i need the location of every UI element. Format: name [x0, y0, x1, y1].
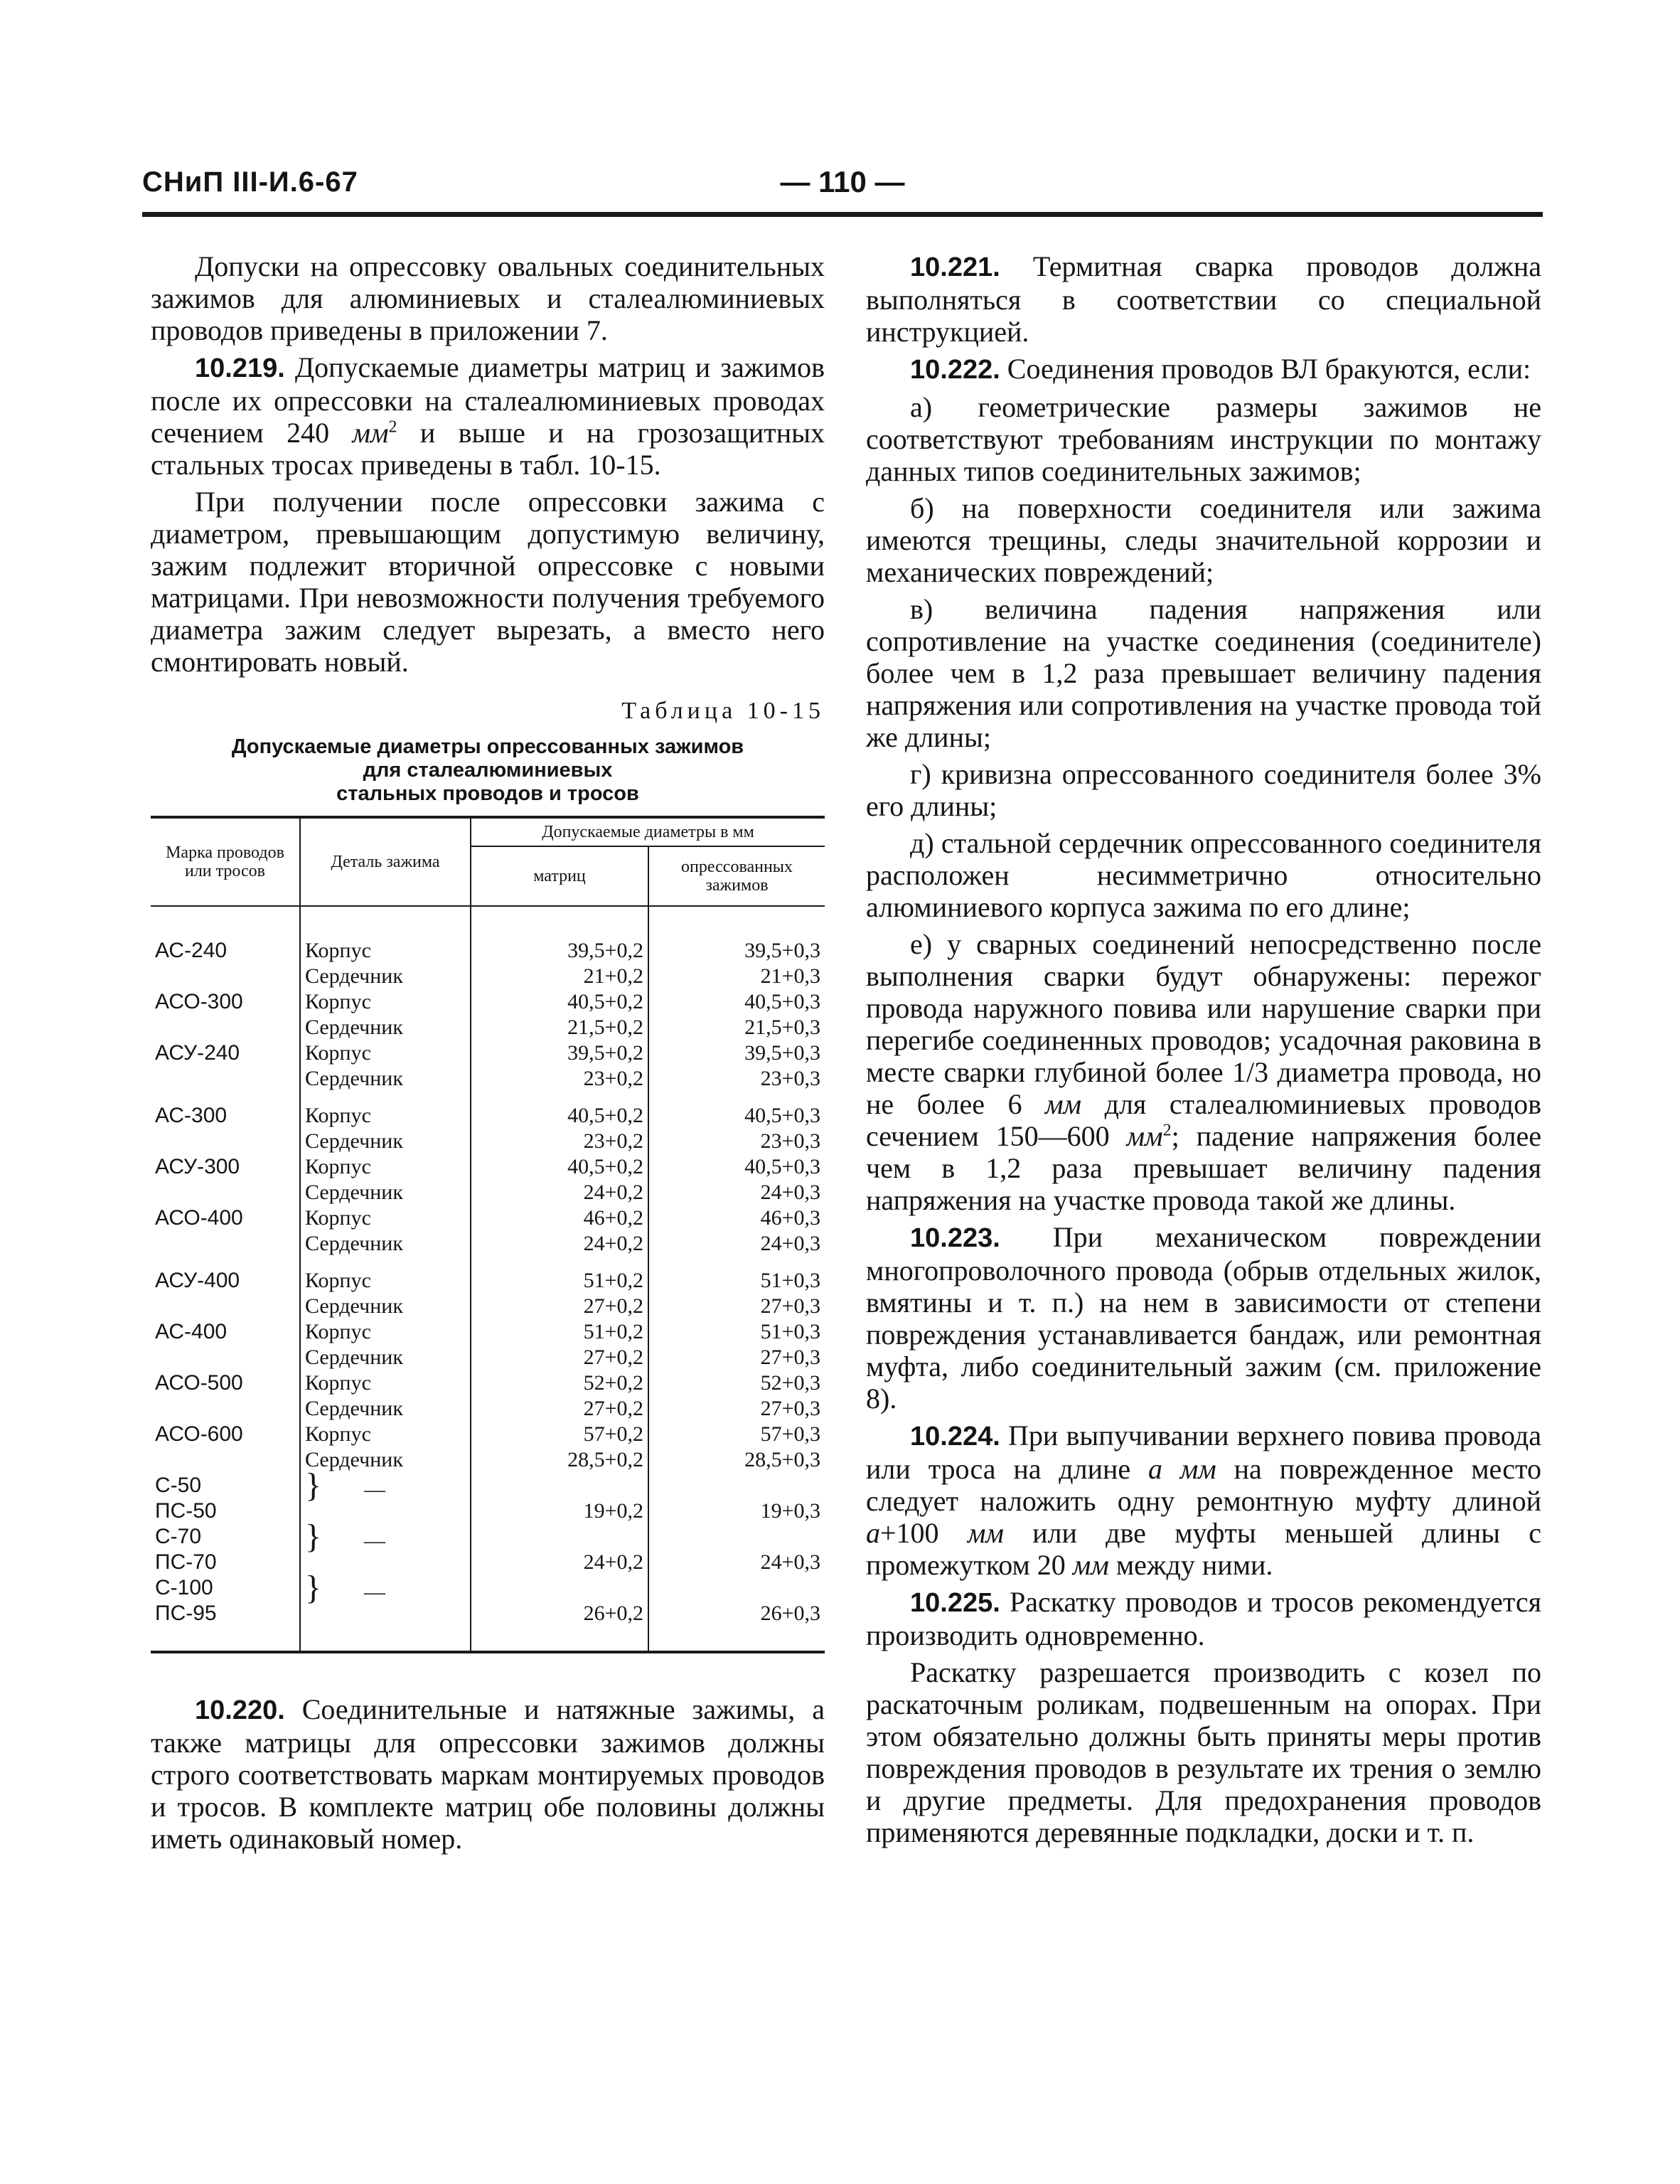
header-brand: Марка проводов или тросов [151, 817, 300, 906]
cell-part: Корпус [300, 1319, 471, 1345]
paragraph-10-225: 10.225. Раскатку проводов и тросов рекомендуется производить одновременно. [866, 1586, 1541, 1651]
cell-brand [151, 1231, 300, 1257]
cell-part: Корпус [300, 1092, 471, 1129]
table-row [151, 1396, 825, 1422]
table-label: Таблица 10-15 [621, 698, 825, 724]
cell-pressed-diameter: 27+0,3 [760, 1346, 820, 1369]
paragraph-10-222: 10.222. Соединения проводов ВЛ бракуются, если: [910, 353, 1531, 385]
cell-brand [151, 1015, 300, 1040]
cell-matrix-diameter: 23+0,2 [471, 1129, 648, 1154]
paragraph-10-220: 10.220. Соединительные и натяжные зажимы, а также матрицы для опрессовки зажимов должны строго соответствовать маркам монтируемых проводов и тросов. В комплекте матриц обе половины должны иметь одинаковый номер. [151, 1693, 825, 1855]
cell-brand [151, 1447, 300, 1473]
header-pressed: опрессованных зажимов [648, 846, 825, 906]
paragraph-10-221: 10.221. Термитная сварка проводов должна выполняться в соответствии со специальной инструкцией. [866, 250, 1541, 348]
cell-pressed-diameter: 40,5+0,3 [744, 990, 820, 1013]
header-matrix: матриц [471, 846, 648, 906]
paragraph-tolerances: Допуски на опрессовку овальных соединительных зажимов для алюминиевых и сталеалюминиевых проводов приведены в приложении 7. [151, 250, 825, 346]
cell-pressed-diameter: 21,5+0,3 [744, 1016, 820, 1039]
document-code: СНиП III-И.6-67 [142, 166, 358, 198]
table-row-steel [151, 1524, 825, 1575]
cell-pressed-diameter: 27+0,3 [760, 1397, 820, 1420]
cell-matrix-diameter: 57+0,2 [471, 1422, 648, 1447]
cell-brand [151, 1294, 300, 1319]
cell-matrix-diameter: 27+0,2 [471, 1294, 648, 1319]
table-row [151, 1180, 825, 1205]
table-row [151, 1205, 825, 1231]
cell-brand: АС-240 [151, 906, 300, 964]
cell-matrix-diameter: 51+0,2 [471, 1257, 648, 1294]
table-row [151, 1154, 825, 1180]
cell-brand: АС-300 [151, 1092, 300, 1129]
cell-part: Сердечник [300, 1345, 471, 1370]
cell-matrix-diameter: 46+0,2 [471, 1205, 648, 1231]
clause-number: 10.223. [910, 1223, 1000, 1253]
table-row [151, 964, 825, 989]
right-column [866, 250, 1541, 1853]
cell-brand: АСО-600 [151, 1422, 300, 1447]
paragraph-10-224: 10.224. При выпучивании верхнего повива провода или троса на длине а мм на поврежденное место следует наложить одну ремонтную муфту длиной а+100 мм или две муфты меньшей длины с промежутком 20 мм между ними. [866, 1419, 1541, 1581]
paragraph-rolling-out: Раскатку разрешается производить с козел по раскаточным роликам, подвешенным на опорах. При этом обязательно должны быть приняты меры против повреждения проводов в результате их трения о землю и другие предметы. Для предохранения проводов применяются деревянные подкладки, доски и т. п. [866, 1656, 1541, 1848]
cell-matrix-diameter: 51+0,2 [471, 1319, 648, 1345]
page-number: — 110 — [780, 165, 905, 198]
cell-pressed-diameter: 46+0,3 [760, 1206, 820, 1230]
table-title: Допускаемые диаметры опрессованных зажимов для сталеалюминиевых стальных проводов и тросов [231, 735, 744, 805]
cell-pressed-diameter: 23+0,3 [760, 1067, 820, 1090]
cell-part: Корпус [300, 1370, 471, 1396]
cell-brand [151, 1180, 300, 1205]
paragraph-repressing: При получении после опрессовки зажима с диаметром, превышающим допустимую величину, зажим подлежит вторичной опрессовке с новыми матрицами. При невозможности получения требуемого диаметра зажим следует вырезать, а вместо него смонтировать новый. [151, 486, 825, 678]
cell-part: Корпус [300, 906, 471, 964]
cell-part: Сердечник [300, 1015, 471, 1040]
page-header [142, 162, 1543, 217]
table-row-steel [151, 1575, 825, 1652]
table-row [151, 1040, 825, 1066]
cell-part: Сердечник [300, 964, 471, 989]
cell-matrix-diameter: 39,5+0,2 [471, 1040, 648, 1066]
cell-matrix-diameter: 52+0,2 [471, 1370, 648, 1396]
table-row [151, 906, 825, 964]
cell-pressed-diameter: 24+0,3 [760, 1181, 820, 1204]
header-part: Деталь зажима [300, 817, 471, 906]
cell-pressed-diameter: 39,5+0,3 [744, 1041, 820, 1065]
cell-brand: С-100 ПС-95 [151, 1575, 300, 1652]
cell-matrix-diameter: 40,5+0,2 [471, 989, 648, 1015]
left-column [151, 250, 825, 1860]
cell-matrix-diameter: 40,5+0,2 [471, 1092, 648, 1129]
cell-matrix-diameter: 27+0,2 [471, 1345, 648, 1370]
paragraph-10-219: 10.219. Допускаемые диаметры матриц и зажимов после их опрессовки на сталеалюминиевых проводах сечением 240 $мм^2$ и выше и на грозозащитных стальных тросах приведены в табл. 10-15. [151, 351, 825, 481]
brace-icon: } [305, 1466, 322, 1504]
cell-pressed-diameter: 28,5+0,3 [744, 1448, 820, 1471]
cell-pressed-diameter: 51+0,3 [760, 1320, 820, 1343]
cell-matrix-diameter: 24+0,2 [471, 1180, 648, 1205]
list-item-d: г) кривизна опрессованного соединителя более 3% его длины; [866, 758, 1541, 822]
cell-pressed-diameter: 23+0,3 [760, 1129, 820, 1153]
cell-pressed-diameter: 51+0,3 [760, 1269, 820, 1292]
cell-part: Корпус [300, 1154, 471, 1180]
table-body [151, 906, 825, 1652]
cell-brand [151, 964, 300, 989]
cell-part: Корпус [300, 1040, 471, 1066]
table-row [151, 1129, 825, 1154]
cell-pressed-diameter: 39,5+0,3 [744, 939, 820, 962]
table-row [151, 1345, 825, 1370]
cell-matrix-diameter: 39,5+0,2 [471, 906, 648, 964]
cell-brand: С-70 ПС-70 [151, 1524, 300, 1575]
clause-number: 10.219. [195, 353, 285, 383]
clause-number: 10.224. [910, 1422, 1000, 1451]
cell-pressed-diameter: 19+0,3 [760, 1499, 820, 1523]
list-item-b: б) на поверхности соединителя или зажима имеются трещины, следы значительной коррозии и механических повреждений; [866, 492, 1541, 588]
cell-pressed-diameter: 21+0,3 [760, 964, 820, 988]
table-row [151, 1447, 825, 1473]
table-row [151, 1231, 825, 1257]
list-item-f: е) у сварных соединений непосредственно после выполнения сварки будут обнаружены: пережог провода наружного повива или нарушение сварки при перегибе соединенных проводов; усадочная раковина в месте сварки глубиной более 1/3 диаметра провода, но не более 6 мм для сталеалюминиевых проводов сечением 150—600 $мм^2$; падение напряжения более чем в 1,2 раза превышает величину падения напряжения на участке провода такой же длины. [866, 928, 1542, 1216]
cell-matrix-diameter: 24+0,2 [471, 1231, 648, 1257]
list-item-c: в) величина падения напряжения или сопротивление на участке соединения (соединителе) более чем в 1,2 раза превышает величину падения напряжения или сопротивления на участке провода той же длины; [866, 593, 1541, 753]
table-row [151, 1066, 825, 1092]
cell-part: } — [300, 1524, 471, 1575]
table-row [151, 1015, 825, 1040]
cell-brand: АСУ-400 [151, 1257, 300, 1294]
cell-part: Сердечник [300, 1129, 471, 1154]
cell-pressed-diameter: 26+0,3 [760, 1602, 820, 1625]
cell-matrix-diameter: 19+0,2 [471, 1473, 648, 1524]
cell-part: } — [300, 1575, 471, 1652]
cell-pressed-diameter: 24+0,3 [760, 1550, 820, 1574]
cell-brand: АС-400 [151, 1319, 300, 1345]
cell-brand: АСУ-300 [151, 1154, 300, 1180]
cell-part: } — [300, 1473, 471, 1524]
diameters-table [151, 816, 825, 1653]
cell-brand: АСО-400 [151, 1205, 300, 1231]
cell-matrix-diameter: 21,5+0,2 [471, 1015, 648, 1040]
clause-number: 10.221. [910, 252, 1000, 282]
cell-pressed-diameter: 52+0,3 [760, 1371, 820, 1395]
cell-brand [151, 1345, 300, 1370]
table-row [151, 1092, 825, 1129]
table-row-steel [151, 1473, 825, 1524]
cell-part: Сердечник [300, 1231, 471, 1257]
cell-matrix-diameter: 26+0,2 [471, 1575, 648, 1652]
cell-matrix-diameter: 27+0,2 [471, 1396, 648, 1422]
cell-part: Сердечник [300, 1180, 471, 1205]
brace-icon: } [305, 1569, 322, 1607]
cell-brand [151, 1396, 300, 1422]
table-row [151, 1257, 825, 1294]
list-item-e: д) стальной сердечник опрессованного соединителя расположен несимметрично относительно алюминиевого корпуса зажима по его длине; [866, 827, 1541, 923]
table-row [151, 989, 825, 1015]
list-item-a: а) геометрические размеры зажимов не соответствуют требованиям инструкции по монтажу данных типов соединительных зажимов; [866, 391, 1541, 487]
clause-number: 10.222. [910, 355, 1000, 385]
paragraph-10-223: 10.223. При механическом повреждении многопроволочного провода (обрыв отдельных жилок, вмятины и т. п.) на нем в зависимости от степени повреждения устанавливается бандаж, или ремонтная муфта, либо соединительный зажим (см. приложение 8). [866, 1221, 1541, 1415]
cell-part: Корпус [300, 1422, 471, 1447]
cell-matrix-diameter: 23+0,2 [471, 1066, 648, 1092]
cell-matrix-diameter: 24+0,2 [471, 1524, 648, 1575]
cell-matrix-diameter: 28,5+0,2 [471, 1447, 648, 1473]
cell-pressed-diameter: 40,5+0,3 [744, 1155, 820, 1178]
cell-part: Корпус [300, 1205, 471, 1231]
clause-number: 10.220. [195, 1695, 285, 1725]
cell-part: Сердечник [300, 1447, 471, 1473]
cell-part: Корпус [300, 989, 471, 1015]
cell-brand: АСО-500 [151, 1370, 300, 1396]
brace-icon: } [305, 1518, 322, 1555]
cell-matrix-diameter: 21+0,2 [471, 964, 648, 989]
cell-pressed-diameter: 24+0,3 [760, 1232, 820, 1255]
table-row [151, 1319, 825, 1345]
header-allowed-diameters: Допускаемые диаметры в мм [471, 817, 825, 846]
cell-part: Сердечник [300, 1396, 471, 1422]
cell-brand: С-50 ПС-50 [151, 1473, 300, 1524]
cell-pressed-diameter: 40,5+0,3 [744, 1104, 820, 1127]
table-row [151, 1370, 825, 1396]
table-row [151, 1422, 825, 1447]
cell-matrix-diameter: 40,5+0,2 [471, 1154, 648, 1180]
cell-pressed-diameter: 27+0,3 [760, 1294, 820, 1318]
clause-number: 10.225. [910, 1588, 1000, 1618]
cell-brand: АСУ-240 [151, 1040, 300, 1066]
cell-brand [151, 1066, 300, 1092]
cell-part: Сердечник [300, 1066, 471, 1092]
cell-part: Корпус [300, 1257, 471, 1294]
cell-brand [151, 1129, 300, 1154]
table-row [151, 1294, 825, 1319]
cell-part: Сердечник [300, 1294, 471, 1319]
cell-brand: АСО-300 [151, 989, 300, 1015]
cell-pressed-diameter: 57+0,3 [760, 1422, 820, 1446]
